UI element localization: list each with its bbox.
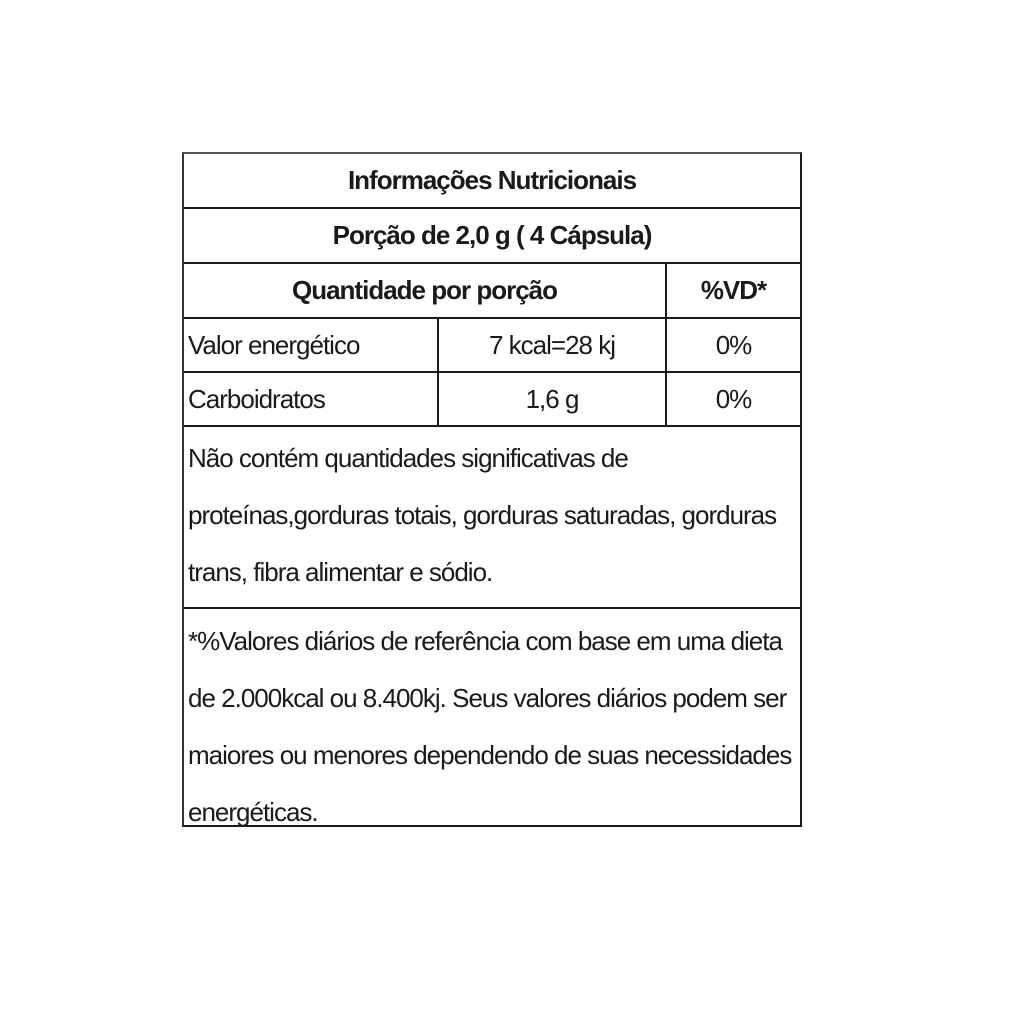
portion-row bbox=[184, 209, 800, 264]
insignificant-nutrients-notice: Não contém quantidades significativas de proteínas,gorduras totais, gorduras saturadas, gorduras trans, fibra alimentar e sódio. bbox=[188, 443, 777, 587]
nutrient-amount: 7 kcal=28 kj bbox=[439, 319, 667, 371]
nutrient-name: Valor energético bbox=[184, 319, 439, 371]
nutrient-vd: 0% bbox=[715, 329, 752, 360]
nutrient-vd: 0% bbox=[715, 383, 752, 414]
footnote-row bbox=[184, 609, 800, 825]
header-row bbox=[184, 264, 800, 319]
title-row bbox=[184, 154, 800, 209]
nutrition-facts-table bbox=[182, 152, 802, 827]
portion-size: Porção de 2,0 g ( 4 Cápsula) bbox=[332, 220, 652, 250]
quantity-header: Quantidade por porção bbox=[184, 264, 667, 317]
daily-value-footnote: *%Valores diários de referência com base em uma dieta de 2.000kcal ou 8.400kj. Seus valores diários podem ser maiores ou menores dependendo de suas necessidades energéticas. bbox=[188, 626, 792, 827]
table-row bbox=[184, 373, 800, 427]
nutrient-amount: 1,6 g bbox=[439, 373, 667, 425]
table-row bbox=[184, 319, 800, 373]
vd-header: %VD* bbox=[700, 275, 767, 305]
table-title: Informações Nutricionais bbox=[347, 165, 637, 195]
notice-row bbox=[184, 427, 800, 609]
nutrient-name: Carboidratos bbox=[184, 373, 439, 425]
